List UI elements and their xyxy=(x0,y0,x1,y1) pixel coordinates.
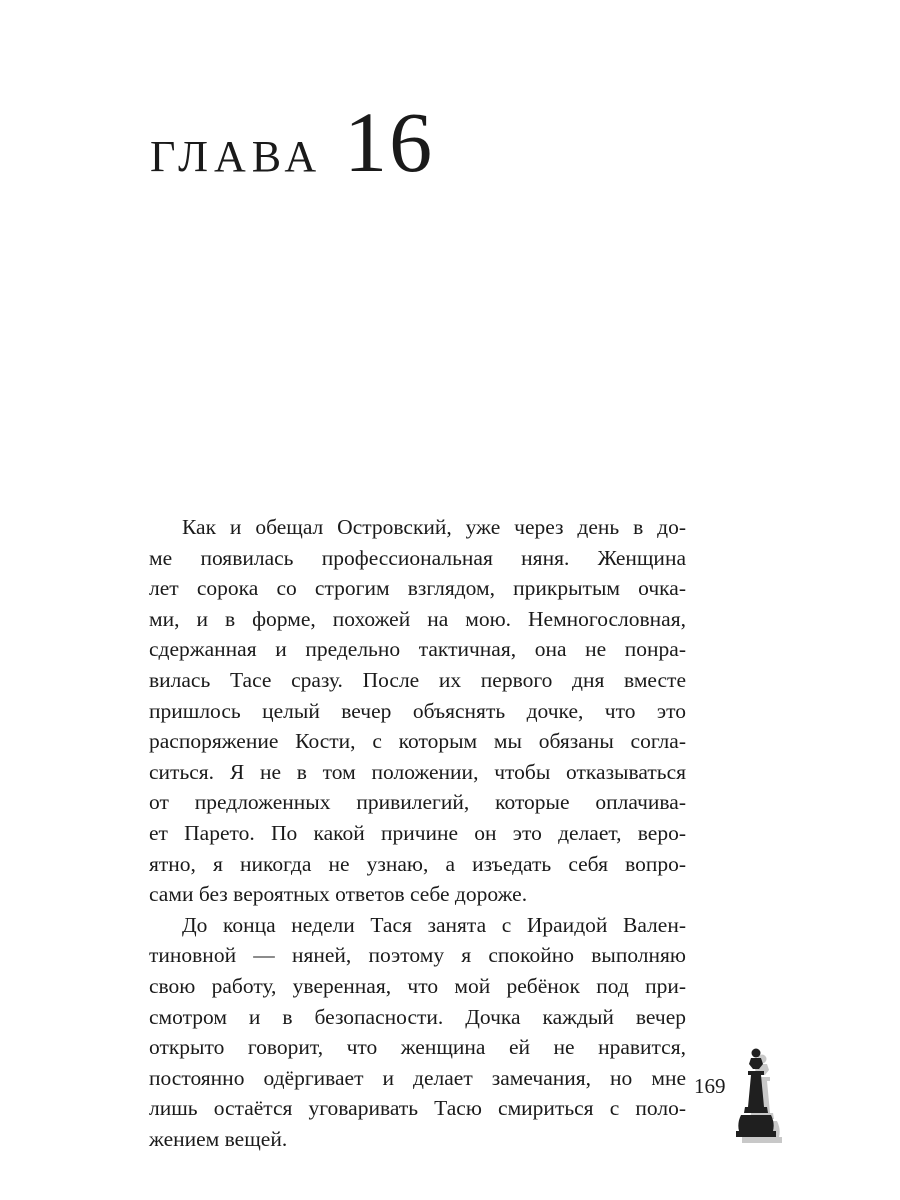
text-line: пришлось целый вечер объяснять дочке, что это xyxy=(149,698,686,723)
chapter-number: 16 xyxy=(344,94,435,190)
text-line: лет сорока со строгим взглядом, прикрытым очка- xyxy=(149,576,686,601)
text-line: До конца недели Тася занята с Ираидой Вален- xyxy=(182,912,686,937)
text-line: постоянно одёргивает и делает замечания, но мне xyxy=(149,1065,686,1090)
page-number: 169 xyxy=(694,1074,726,1098)
text-line: сами без вероятных ответов себе дороже. xyxy=(149,882,528,907)
text-line: тиновной — няней, поэтому я спокойно выполняю xyxy=(149,943,686,968)
text-line: лишь остаётся уговаривать Тасю смириться с поло- xyxy=(149,1096,686,1121)
chapter-word: ГЛАВА xyxy=(150,132,323,181)
text-line: сдержанная и предельно тактичная, она не понра- xyxy=(149,637,686,662)
text-line: Как и обещал Островский, уже через день в до- xyxy=(182,515,686,539)
text-line: ет Парето. По какой причине он это делает, веро- xyxy=(149,820,686,845)
text-line: вилась Тасе сразу. После их первого дня вместе xyxy=(149,667,686,692)
chapter-heading xyxy=(150,92,434,192)
text-line: открыто говорит, что женщина ей не нравится, xyxy=(149,1035,686,1060)
text-line: от предложенных привилегий, которые оплачива- xyxy=(149,790,686,815)
chess-queen-body xyxy=(736,1049,776,1138)
body-text xyxy=(149,512,686,1154)
text-line: смотром и в безопасности. Дочка каждый вечер xyxy=(149,1004,686,1029)
text-line: ятно, я никогда не узнаю, а изъедать себя вопро- xyxy=(149,851,686,876)
text-line: распоряжение Кости, с которым мы обязаны согла- xyxy=(149,729,686,754)
text-line: жением вещей. xyxy=(149,1126,288,1151)
text-line: свою работу, уверенная, что мой ребёнок под при- xyxy=(149,973,686,998)
chess-queen-icon xyxy=(730,1045,794,1145)
text-line: ме появилась профессиональная няня. Женщина xyxy=(149,545,686,570)
text-line: ми, и в форме, похожей на мою. Немногословная, xyxy=(149,606,686,631)
text-line: ситься. Я не в том положении, чтобы отказываться xyxy=(149,759,686,784)
